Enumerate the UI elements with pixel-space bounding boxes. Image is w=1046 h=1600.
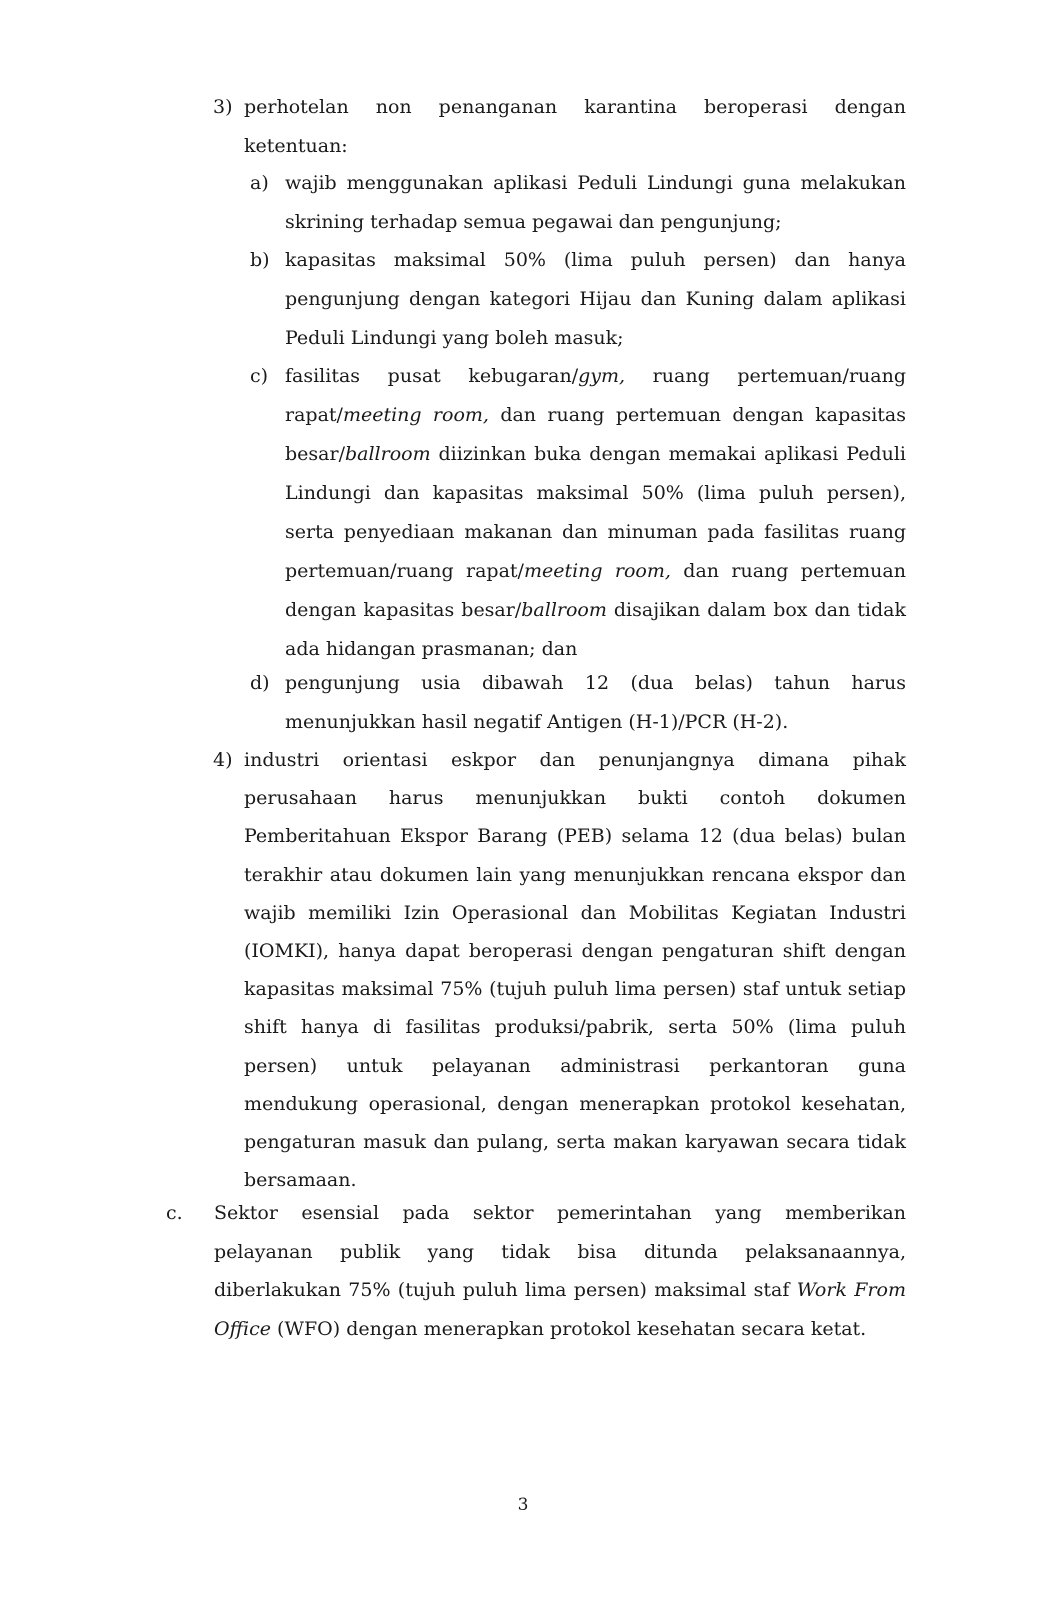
list-item-3c xyxy=(250,357,906,669)
list-item-3 xyxy=(213,88,906,166)
text-run: dan ruang pertemuan dengan kapasitas besar/ xyxy=(285,404,906,465)
list-item-3b xyxy=(250,241,906,358)
list-item-text xyxy=(214,1194,906,1348)
text-run: (WFO) dengan menerapkan protokol kesehatan secara ketat. xyxy=(271,1317,867,1340)
text-run: dan ruang pertemuan dengan kapasitas besar/ xyxy=(285,560,906,621)
list-marker: c. xyxy=(166,1202,183,1224)
text-run: ruang pertemuan/ruang rapat/ xyxy=(285,365,906,426)
italic-term: ballroom xyxy=(344,443,431,465)
list-marker: d) xyxy=(250,672,270,694)
list-item-text: wajib menggunakan aplikasi Peduli Lindungi guna melakukan skrining terhadap semua pegawai dan pengunjung; xyxy=(285,172,906,233)
italic-term: meeting room, xyxy=(342,404,489,426)
list-item-3d xyxy=(250,664,906,742)
text-run: Sektor esensial pada sektor pemerintahan yang memberikan pelayanan publik yang tidak bisa ditunda pelaksanaannya, diberlakukan 75% (tujuh puluh lima persen) maksimal staf xyxy=(214,1202,906,1301)
italic-term: meeting room, xyxy=(523,560,671,582)
italic-term: ballroom xyxy=(521,599,607,621)
list-item-text: perhotelan non penanganan karantina beroperasi dengan ketentuan: xyxy=(244,96,906,157)
text-run: disajikan dalam box dan tidak ada hidangan prasmanan; dan xyxy=(285,599,906,660)
list-marker: b) xyxy=(250,249,270,271)
list-item-text: industri orientasi eskpor dan penunjangnya dimana pihak perusahaan harus menunjukkan bukti contoh dokumen Pemberitahuan Ekspor Barang (PEB) selama 12 (dua belas) bulan terakhir atau dokumen lain yang menunjukkan rencana ekspor dan wajib memiliki Izin Operasional dan Mobilitas Kegiatan Industri (IOMKI), hanya dapat beroperasi dengan pengaturan shift dengan kapasitas maksimal 75% (tujuh puluh lima persen) staf untuk setiap shift hanya di fasilitas produksi/pabrik, serta 50% (lima puluh persen) untuk pelayanan administrasi perkantoran guna mendukung operasional, dengan menerapkan protokol kesehatan, pengaturan masuk dan pulang, serta makan karyawan secara tidak bersamaan. xyxy=(244,749,906,1192)
italic-term: gym, xyxy=(578,365,626,387)
list-item-4 xyxy=(213,741,906,1199)
list-marker: 4) xyxy=(213,749,233,771)
page-number: 3 xyxy=(517,1495,529,1515)
list-marker: c) xyxy=(250,365,269,387)
list-item-text: pengunjung usia dibawah 12 (dua belas) tahun harus menunjukkan hasil negatif Antigen (H-1)/PCR (H-2). xyxy=(285,672,906,733)
list-item-text: kapasitas maksimal 50% (lima puluh persen) dan hanya pengunjung dengan kategori Hijau dan Kuning dalam aplikasi Peduli Lindungi yang boleh masuk; xyxy=(285,249,906,349)
list-marker: 3) xyxy=(213,96,233,118)
italic-term: Work From Office xyxy=(214,1279,906,1340)
list-item-3a xyxy=(250,164,906,242)
text-run: fasilitas pusat kebugaran/ xyxy=(285,365,579,387)
list-item-text xyxy=(285,357,906,669)
list-item-c xyxy=(166,1194,906,1348)
list-marker: a) xyxy=(250,172,269,194)
text-run: diizinkan buka dengan memakai aplikasi Peduli Lindungi dan kapasitas maksimal 50% (lima puluh persen), serta penyediaan makanan dan minuman pada fasilitas ruang pertemuan/ruang rapat/ xyxy=(285,443,906,582)
